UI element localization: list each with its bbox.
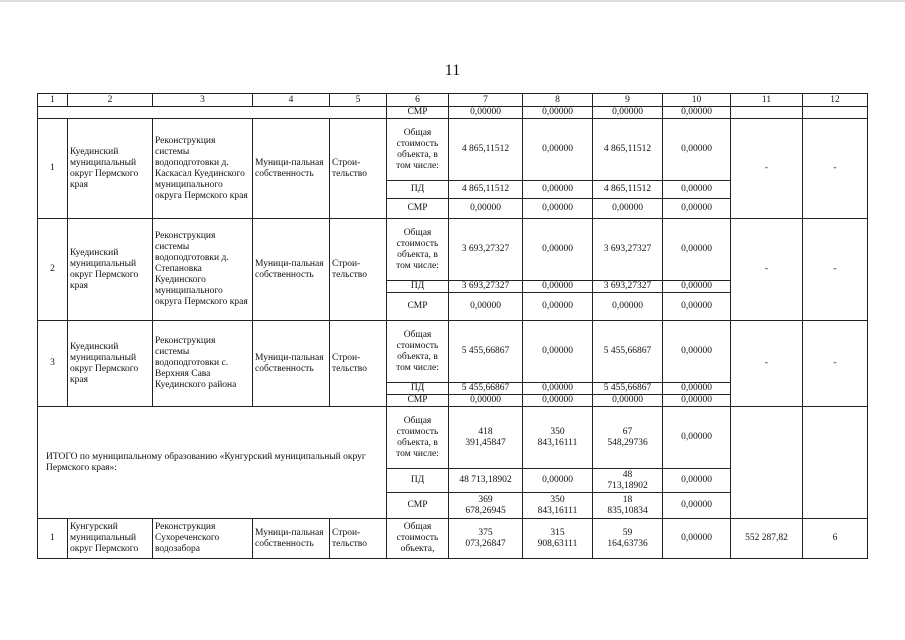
cost-type-cell: СМР — [387, 493, 449, 519]
value-cell: 418 391,45847 — [449, 407, 523, 469]
value-cell: 48 713,18902 — [593, 469, 663, 493]
value-cell: 5 455,66867 — [593, 383, 663, 395]
work-type-cell: Строи-тельство — [330, 219, 387, 321]
row-number: 1 — [38, 519, 68, 559]
table-row — [38, 321, 868, 383]
value-cell: 0,00000 — [663, 469, 731, 493]
value-cell: 0,00000 — [523, 395, 593, 407]
cost-type-cell: ПД — [387, 181, 449, 199]
investment-table — [37, 93, 868, 559]
value-cell: 0,00000 — [663, 395, 731, 407]
value-cell: 0,00000 — [523, 281, 593, 293]
value-cell: 0,00000 — [449, 395, 523, 407]
value-cell: 0,00000 — [663, 219, 731, 281]
value-cell: 18 835,10834 — [593, 493, 663, 519]
value-cell: 0,00000 — [663, 293, 731, 321]
municipality-cell: Куединский муниципальный округ Пермского края — [68, 219, 153, 321]
cost-type-cell: СМР — [387, 107, 449, 119]
value-cell: 0,00000 — [663, 383, 731, 395]
column-header: 10 — [663, 94, 731, 107]
column-header: 11 — [731, 94, 803, 107]
value-cell: 48 713,18902 — [449, 469, 523, 493]
cost-type-cell: Общая стоимость объекта, в том числе: — [387, 219, 449, 281]
column-header: 12 — [803, 94, 868, 107]
value-cell: 0,00000 — [663, 181, 731, 199]
total-label: ИТОГО по муниципальному образованию «Кунгурский муниципальный округ Пермского края»: — [38, 407, 387, 519]
value-cell: 3 693,27327 — [593, 219, 663, 281]
column-header: 7 — [449, 94, 523, 107]
value-cell: 0,00000 — [593, 199, 663, 219]
value-cell: 350 843,16111 — [523, 407, 593, 469]
column-header: 2 — [68, 94, 153, 107]
value-cell: 0,00000 — [663, 519, 731, 559]
cost-type-cell: Общая стоимость объекта, в том числе: — [387, 321, 449, 383]
value-cell: 0,00000 — [663, 493, 731, 519]
value-cell: 0,00000 — [523, 181, 593, 199]
object-name-cell: Реконструкция системы водоподготовки д. Каскасал Куединского муниципального округа Пермского края — [153, 119, 253, 219]
value-cell: 0,00000 — [663, 321, 731, 383]
object-name-cell: Реконструкция системы водоподготовки с. Верхняя Сава Куединского района — [153, 321, 253, 407]
row-number: 3 — [38, 321, 68, 407]
cost-type-cell: ПД — [387, 469, 449, 493]
cost-type-cell: СМР — [387, 395, 449, 407]
work-type-cell: Строи-тельство — [330, 321, 387, 407]
cost-type-cell: Общая стоимость объекта, — [387, 519, 449, 559]
value-cell: 315 908,63111 — [523, 519, 593, 559]
col12-cell: 6 — [803, 519, 868, 559]
value-cell: 369 678,26945 — [449, 493, 523, 519]
value-cell: 0,00000 — [449, 107, 523, 119]
column-header: 5 — [330, 94, 387, 107]
table-row — [38, 119, 868, 181]
value-cell: 0,00000 — [593, 107, 663, 119]
value-cell: 5 455,66867 — [449, 321, 523, 383]
value-cell: 59 164,63736 — [593, 519, 663, 559]
cost-type-cell: Общая стоимость объекта, в том числе: — [387, 407, 449, 469]
value-cell: 67 548,29736 — [593, 407, 663, 469]
ownership-cell: Муници-пальная собственность — [253, 119, 330, 219]
col12-cell: - — [803, 219, 868, 321]
column-header: 3 — [153, 94, 253, 107]
value-cell: 0,00000 — [663, 407, 731, 469]
value-cell: 0,00000 — [523, 293, 593, 321]
value-cell: 0,00000 — [593, 395, 663, 407]
carry-empty-cell — [38, 107, 387, 119]
value-cell: 0,00000 — [449, 293, 523, 321]
value-cell: 0,00000 — [663, 281, 731, 293]
col12-cell: - — [803, 119, 868, 219]
cost-type-cell: Общая стоимость объекта, в том числе: — [387, 119, 449, 181]
value-cell: 0,00000 — [663, 199, 731, 219]
column-header: 8 — [523, 94, 593, 107]
col11-cell: - — [731, 219, 803, 321]
col11-cell: - — [731, 119, 803, 219]
value-cell: 3 693,27327 — [449, 219, 523, 281]
column-header: 4 — [253, 94, 330, 107]
object-name-cell: Реконструкция Сухореченского водозабора — [153, 519, 253, 559]
value-cell: 0,00000 — [523, 219, 593, 281]
cost-type-cell: СМР — [387, 199, 449, 219]
ownership-cell: Муници-пальная собственность — [253, 219, 330, 321]
empty-cell — [731, 407, 803, 519]
value-cell: 3 693,27327 — [449, 281, 523, 293]
col11-cell: - — [731, 321, 803, 407]
column-header: 9 — [593, 94, 663, 107]
col12-cell: - — [803, 321, 868, 407]
value-cell: 0,00000 — [523, 321, 593, 383]
column-header-row — [38, 94, 868, 107]
value-cell: 0,00000 — [523, 469, 593, 493]
municipality-cell: Куединский муниципальный округ Пермского края — [68, 321, 153, 407]
cost-type-cell: СМР — [387, 293, 449, 321]
value-cell: 0,00000 — [523, 119, 593, 181]
value-cell: 375 073,26847 — [449, 519, 523, 559]
value-cell: 0,00000 — [523, 199, 593, 219]
object-name-cell: Реконструкция системы водоподготовки д. Степановка Куединского муниципального округа Пермского края — [153, 219, 253, 321]
value-cell: 4 865,11512 — [449, 181, 523, 199]
row-number: 1 — [38, 119, 68, 219]
ownership-cell: Муници-пальная собственность — [253, 519, 330, 559]
value-cell: 4 865,11512 — [593, 181, 663, 199]
total-row — [38, 407, 868, 469]
value-cell: 0,00000 — [663, 107, 731, 119]
cost-type-cell: ПД — [387, 383, 449, 395]
municipality-cell: Куединский муниципальный округ Пермского края — [68, 119, 153, 219]
value-cell: 0,00000 — [593, 293, 663, 321]
empty-cell — [803, 107, 868, 119]
value-cell: 0,00000 — [523, 107, 593, 119]
value-cell: 0,00000 — [523, 383, 593, 395]
value-cell: 3 693,27327 — [593, 281, 663, 293]
top-edge-line — [0, 0, 905, 2]
value-cell: 4 865,11512 — [593, 119, 663, 181]
row-number: 2 — [38, 219, 68, 321]
value-cell: 5 455,66867 — [593, 321, 663, 383]
table-row — [38, 219, 868, 281]
column-header: 6 — [387, 94, 449, 107]
carry-row — [38, 107, 868, 119]
value-cell: 350 843,16111 — [523, 493, 593, 519]
work-type-cell: Строи-тельство — [330, 119, 387, 219]
empty-cell — [803, 407, 868, 519]
table-row — [38, 519, 868, 559]
value-cell: 5 455,66867 — [449, 383, 523, 395]
work-type-cell: Строи-тельство — [330, 519, 387, 559]
municipality-cell: Кунгурский муниципальный округ Пермского — [68, 519, 153, 559]
empty-cell — [731, 107, 803, 119]
col11-cell: 552 287,82 — [731, 519, 803, 559]
ownership-cell: Муници-пальная собственность — [253, 321, 330, 407]
value-cell: 4 865,11512 — [449, 119, 523, 181]
column-header: 1 — [38, 94, 68, 107]
value-cell: 0,00000 — [449, 199, 523, 219]
page-number: 11 — [444, 62, 461, 79]
cost-type-cell: ПД — [387, 281, 449, 293]
value-cell: 0,00000 — [663, 119, 731, 181]
